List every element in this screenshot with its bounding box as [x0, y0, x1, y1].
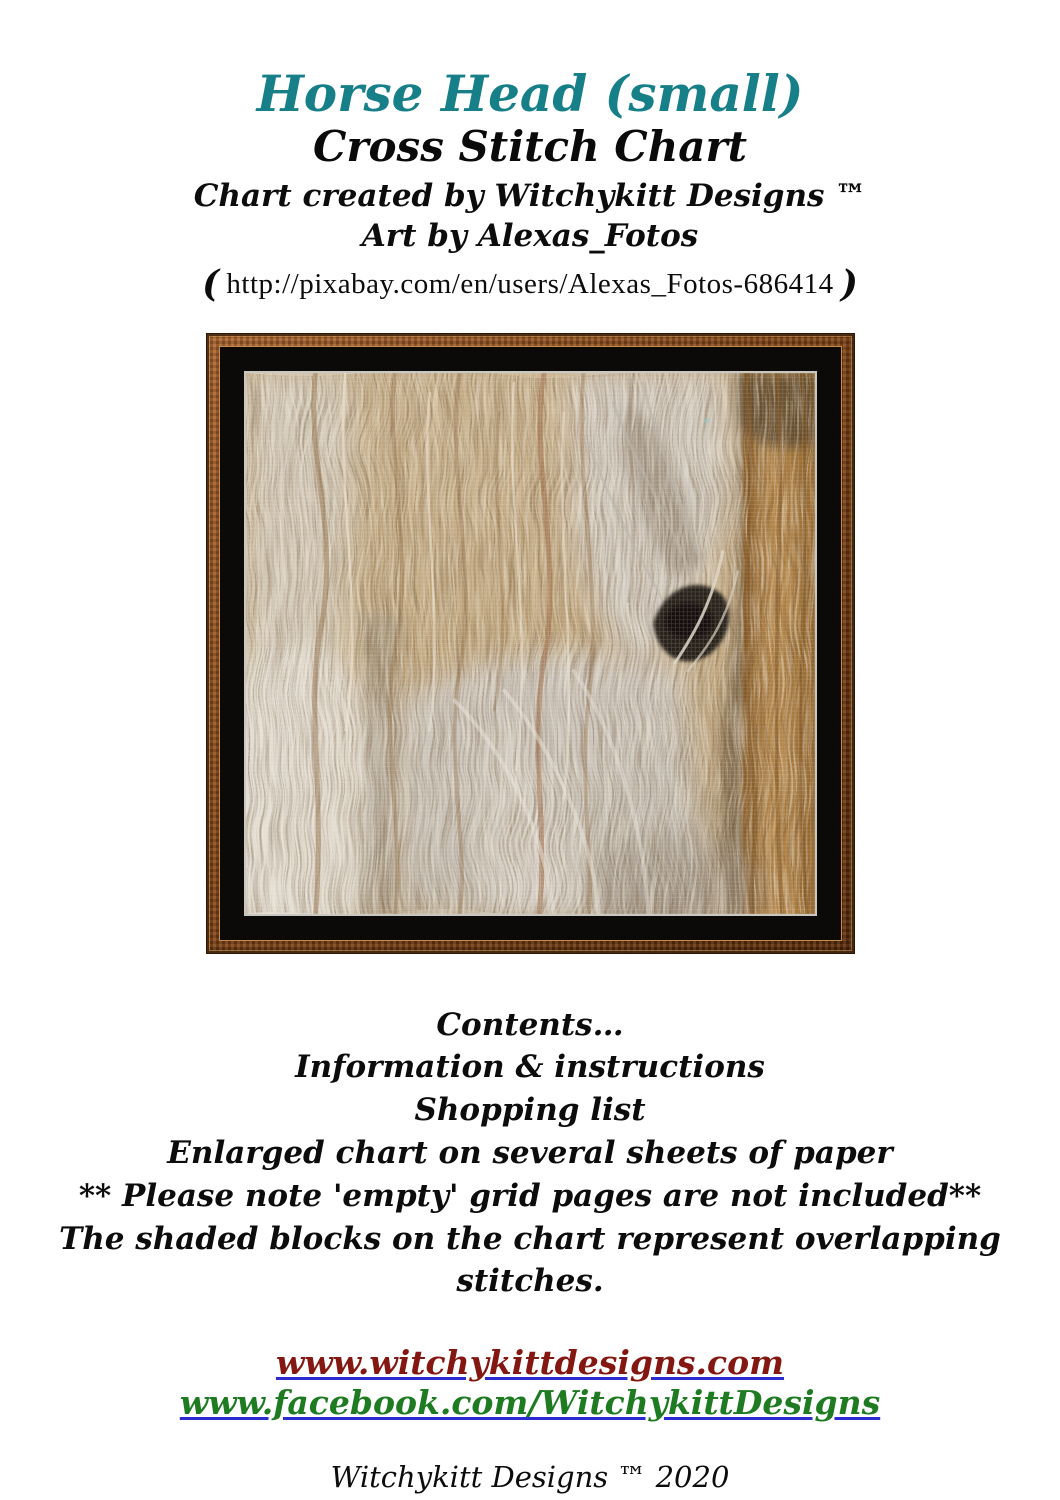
chart-credit-text: Chart created by Witchykitt Designs ™ — [193, 178, 867, 215]
contents-block — [0, 1004, 1060, 1303]
paren-open: ( — [202, 262, 220, 305]
contents-item-information: Information & instructions — [295, 1049, 765, 1086]
chart-credit-line — [0, 177, 1060, 256]
art-credit-text: Art by Alexas_Fotos — [361, 217, 699, 254]
page-subtitle: Cross Stitch Chart — [312, 122, 747, 171]
frame-black-mat — [219, 346, 842, 941]
facebook-link[interactable]: www.facebook.com/WitchykittDesigns — [179, 1383, 881, 1423]
paren-close: ) — [840, 262, 858, 305]
page-title: Horse Head (small) — [256, 64, 804, 123]
source-url: http://pixabay.com/en/users/Alexas_Fotos-686414 — [226, 267, 834, 300]
heading-block — [0, 0, 1060, 306]
copyright-line: Witchykitt Designs ™ 2020 — [330, 1459, 730, 1494]
framed-artwork — [206, 333, 855, 954]
contents-heading: Contents… — [436, 1006, 624, 1043]
contents-item-empty-pages-note: ** Please note 'empty' grid pages are not included** — [78, 1177, 982, 1214]
contents-item-shopping-list: Shopping list — [414, 1092, 646, 1129]
contents-item-enlarged-chart: Enlarged chart on several sheets of paper — [167, 1135, 893, 1172]
horse-head-stitch-image — [244, 371, 817, 916]
links-block — [0, 1343, 1060, 1424]
source-url-line — [0, 263, 1060, 306]
website-link[interactable]: www.witchykittdesigns.com — [275, 1343, 785, 1383]
contents-item-shaded-blocks-note: The shaded blocks on the chart represent overlapping stitches. — [59, 1220, 1001, 1300]
